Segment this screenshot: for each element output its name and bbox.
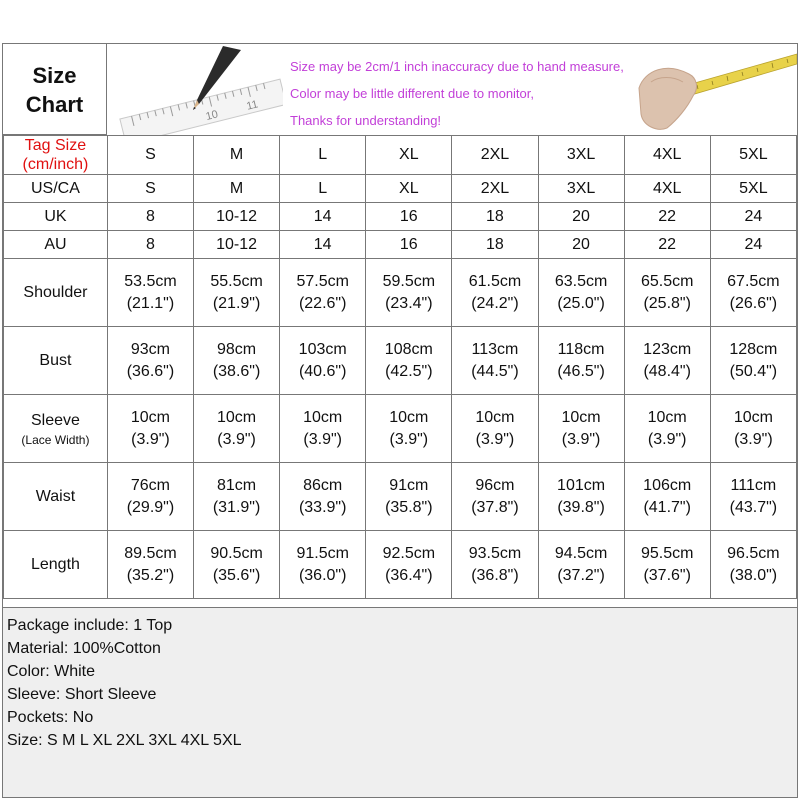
- measure-inch: (24.2"): [471, 294, 519, 312]
- measure-cell: [194, 259, 280, 327]
- region-size-cell: 22: [624, 231, 710, 259]
- measure-inch: (35.2"): [126, 566, 175, 584]
- measure-cm: 103cm: [298, 340, 347, 358]
- size-header-cell: M: [194, 136, 280, 175]
- notice-banner: [107, 44, 797, 135]
- measure-cell: [710, 531, 796, 599]
- measure-cm: 111cm: [730, 476, 777, 494]
- size-header-cell: 4XL: [624, 136, 710, 175]
- measure-inch: (37.6"): [643, 566, 691, 584]
- measure-cm: 10cm: [130, 408, 170, 426]
- measure-cell: [366, 531, 452, 599]
- measure-label: [4, 531, 108, 599]
- measure-cell: [107, 395, 193, 463]
- measure-cell: [280, 463, 366, 531]
- measure-cm: 67.5cm: [727, 272, 780, 290]
- region-size-cell: 20: [538, 231, 624, 259]
- region-size-cell: 20: [538, 203, 624, 231]
- measure-cm: 61.5cm: [468, 272, 522, 290]
- measure-cm: 93cm: [130, 340, 170, 358]
- measure-inch: (36.0"): [298, 566, 347, 584]
- measure-cm: 55.5cm: [210, 272, 263, 290]
- measure-cell: [280, 531, 366, 599]
- size-header-cell: 5XL: [710, 136, 796, 175]
- region-size-cell: XL: [366, 175, 452, 203]
- measure-inch: (37.8"): [471, 498, 519, 516]
- measure-cell: [452, 327, 538, 395]
- ruler-number-11: 11: [245, 98, 260, 113]
- measure-cell: [194, 531, 280, 599]
- measure-sublabel: (Lace Width): [21, 432, 90, 447]
- measure-inch: (48.4"): [643, 362, 691, 380]
- chart-title-line2: Chart: [25, 91, 84, 117]
- measure-label: [4, 259, 108, 327]
- measure-inch: (50.4"): [729, 362, 778, 380]
- region-size-cell: 8: [107, 203, 193, 231]
- measure-cm: 92.5cm: [382, 544, 436, 562]
- ruler-number-10: 10: [204, 108, 220, 123]
- size-chart: [2, 43, 798, 798]
- measure-inch: (3.9"): [389, 430, 429, 448]
- region-size-cell: 4XL: [624, 175, 710, 203]
- measure-cm: 59.5cm: [382, 272, 436, 290]
- measure-inch: (3.9"): [561, 430, 601, 448]
- pencil-ruler-icon: [113, 44, 283, 135]
- size-table: [3, 135, 797, 599]
- measure-inch: (25.8"): [643, 294, 691, 312]
- measure-inch: (36.8"): [471, 566, 519, 584]
- tag-size-label: [4, 136, 108, 175]
- measure-cm: 118cm: [557, 340, 605, 358]
- measure-cm: 96cm: [475, 476, 515, 494]
- measure-cm: 91cm: [389, 476, 429, 494]
- measure-cm: 10cm: [217, 408, 257, 426]
- notice-color-difference: Color may be little different due to monitor,: [290, 86, 534, 101]
- region-size-cell: 16: [366, 203, 452, 231]
- region-size-cell: 3XL: [538, 175, 624, 203]
- table-row: [4, 327, 797, 395]
- measure-inch: (40.6"): [298, 362, 347, 380]
- table-row: [4, 463, 797, 531]
- spec-pockets: Pockets: No: [7, 709, 94, 726]
- table-row: [4, 395, 797, 463]
- spec-package: Package include: 1 Top: [7, 617, 173, 634]
- measure-cm: 95.5cm: [640, 544, 694, 562]
- measure-inch: (35.6"): [212, 566, 261, 584]
- measure-inch: (41.7"): [643, 498, 691, 516]
- measure-cell: [280, 259, 366, 327]
- measure-cell: [710, 395, 796, 463]
- measure-inch: (25.0"): [557, 294, 605, 312]
- measure-cell: [107, 463, 193, 531]
- measure-inch: (36.4"): [385, 566, 433, 584]
- measure-inch: (38.0"): [729, 566, 778, 584]
- measure-cell: [624, 259, 710, 327]
- measure-cm: 10cm: [733, 408, 773, 426]
- measure-cell: [280, 395, 366, 463]
- spec-color: Color: White: [7, 663, 96, 680]
- region-size-cell: L: [280, 175, 366, 203]
- measure-cm: 86cm: [303, 476, 343, 494]
- measure-inch: (42.5"): [385, 362, 433, 380]
- measure-cell: [624, 395, 710, 463]
- region-size-cell: 18: [452, 231, 538, 259]
- measure-cm: 65.5cm: [640, 272, 694, 290]
- measure-cell: [366, 327, 452, 395]
- measure-inch: (3.9"): [217, 430, 256, 448]
- measure-cell: [452, 259, 538, 327]
- measure-cm: 63.5cm: [554, 272, 608, 290]
- measure-cell: [366, 259, 452, 327]
- measure-inch: (3.9"): [131, 430, 170, 448]
- measure-label: [4, 395, 108, 463]
- measure-cm: 10cm: [389, 408, 429, 426]
- table-row: [4, 259, 797, 327]
- measure-cell: [107, 259, 193, 327]
- spec-material: Material: 100%Cotton: [7, 640, 161, 657]
- table-row: [4, 136, 797, 175]
- region-size-cell: S: [107, 175, 193, 203]
- measure-cm: 108cm: [384, 340, 433, 358]
- measure-cell: [710, 259, 796, 327]
- measure-cm: 96.5cm: [727, 544, 780, 562]
- measure-cell: [107, 531, 193, 599]
- region-size-cell: M: [194, 175, 280, 203]
- measure-cm: 101cm: [557, 476, 606, 494]
- measure-inch: (21.9"): [212, 294, 261, 312]
- measure-cm: 57.5cm: [296, 272, 349, 290]
- size-header-cell: XL: [366, 136, 452, 175]
- table-row: [4, 231, 797, 259]
- measure-label: [4, 327, 108, 395]
- measure-inch: (36.6"): [126, 362, 175, 380]
- region-size-cell: 16: [366, 231, 452, 259]
- measure-label-text: Waist: [35, 487, 76, 505]
- measure-inch: (3.9"): [475, 430, 515, 448]
- measure-cm: 113cm: [471, 340, 519, 358]
- chart-title: [3, 44, 107, 135]
- measure-cell: [452, 463, 538, 531]
- measure-inch: (21.1"): [126, 294, 175, 312]
- measure-cm: 76cm: [130, 476, 170, 494]
- measure-cell: [194, 463, 280, 531]
- measure-inch: (3.9"): [734, 430, 773, 448]
- spec-sleeve: Sleeve: Short Sleeve: [7, 686, 157, 703]
- measure-inch: (43.7"): [729, 498, 778, 516]
- measure-label-text: Bust: [39, 351, 72, 369]
- measure-inch: (37.2"): [557, 566, 605, 584]
- measure-cm: 123cm: [643, 340, 692, 358]
- measure-inch: (33.9"): [298, 498, 347, 516]
- measure-cm: 10cm: [303, 408, 343, 426]
- measure-inch: (29.9"): [126, 498, 175, 516]
- region-size-cell: 24: [710, 231, 796, 259]
- notice-measure-accuracy: Size may be 2cm/1 inch inaccuracy due to hand measure,: [290, 59, 624, 74]
- measure-cell: [452, 395, 538, 463]
- measure-cell: [624, 531, 710, 599]
- chart-header: [3, 44, 797, 135]
- measure-cell: [710, 327, 796, 395]
- measure-inch: (23.4"): [385, 294, 433, 312]
- region-size-cell: 18: [452, 203, 538, 231]
- measure-cm: 89.5cm: [124, 544, 177, 562]
- measure-cell: [538, 395, 624, 463]
- region-size-cell: 14: [280, 203, 366, 231]
- measure-cm: 10cm: [647, 408, 687, 426]
- measure-cell: [538, 327, 624, 395]
- measure-cell: [538, 259, 624, 327]
- region-size-cell: 22: [624, 203, 710, 231]
- table-row: [4, 175, 797, 203]
- measure-inch: (26.6"): [729, 294, 778, 312]
- size-header-cell: L: [280, 136, 366, 175]
- measure-label-text: Shoulder: [23, 283, 88, 301]
- measure-cell: [624, 327, 710, 395]
- region-size-cell: 10-12: [194, 231, 280, 259]
- measure-inch: (3.9"): [647, 430, 687, 448]
- measure-cm: 93.5cm: [468, 544, 522, 562]
- notice-thanks: Thanks for understanding!: [290, 113, 442, 128]
- table-row: [4, 531, 797, 599]
- region-size-cell: 5XL: [710, 175, 796, 203]
- measure-inch: (44.5"): [471, 362, 519, 380]
- measure-cm: 106cm: [643, 476, 692, 494]
- measure-cm: 90.5cm: [210, 544, 263, 562]
- measure-cell: [366, 463, 452, 531]
- measure-cm: 128cm: [729, 340, 778, 358]
- measure-label-text: Sleeve: [30, 411, 80, 429]
- measure-cell: [280, 327, 366, 395]
- measure-inch: (38.6"): [212, 362, 261, 380]
- measure-cell: [538, 531, 624, 599]
- tag-size-label-line2: (cm/inch): [22, 156, 89, 173]
- measure-cm: 91.5cm: [296, 544, 349, 562]
- measure-cell: [710, 463, 796, 531]
- region-label: US/CA: [4, 175, 108, 203]
- size-header-cell: S: [107, 136, 193, 175]
- measure-inch: (35.8"): [385, 498, 433, 516]
- table-row: [4, 203, 797, 231]
- measure-cell: [107, 327, 193, 395]
- measure-cm: 81cm: [217, 476, 257, 494]
- region-size-cell: 10-12: [194, 203, 280, 231]
- measure-cm: 53.5cm: [124, 272, 177, 290]
- measure-cell: [366, 395, 452, 463]
- hand-tape-measure-icon: [637, 48, 797, 134]
- measure-cell: [194, 395, 280, 463]
- measure-cell: [624, 463, 710, 531]
- measure-cell: [538, 463, 624, 531]
- measure-inch: (31.9"): [212, 498, 261, 516]
- tag-size-label-line1: Tag Size: [24, 137, 87, 154]
- measure-cell: [194, 327, 280, 395]
- measure-cm: 94.5cm: [554, 544, 608, 562]
- measure-cell: [452, 531, 538, 599]
- region-size-cell: 14: [280, 231, 366, 259]
- product-specs: [3, 607, 797, 797]
- measure-inch: (22.6"): [298, 294, 347, 312]
- region-size-cell: 24: [710, 203, 796, 231]
- spec-sizes: Size: S M L XL 2XL 3XL 4XL 5XL: [7, 732, 242, 749]
- measure-label-text: Length: [30, 555, 80, 573]
- region-label: UK: [4, 203, 108, 231]
- region-label: AU: [4, 231, 108, 259]
- measure-cm: 10cm: [561, 408, 601, 426]
- measure-cm: 10cm: [475, 408, 515, 426]
- region-size-cell: 8: [107, 231, 193, 259]
- chart-title-line1: Size: [32, 62, 77, 88]
- measure-label: [4, 463, 108, 531]
- size-header-cell: 2XL: [452, 136, 538, 175]
- measure-inch: (39.8"): [557, 498, 605, 516]
- size-header-cell: 3XL: [538, 136, 624, 175]
- measure-inch: (46.5"): [557, 362, 605, 380]
- measure-cm: 98cm: [217, 340, 257, 358]
- region-size-cell: 2XL: [452, 175, 538, 203]
- measure-inch: (3.9"): [303, 430, 342, 448]
